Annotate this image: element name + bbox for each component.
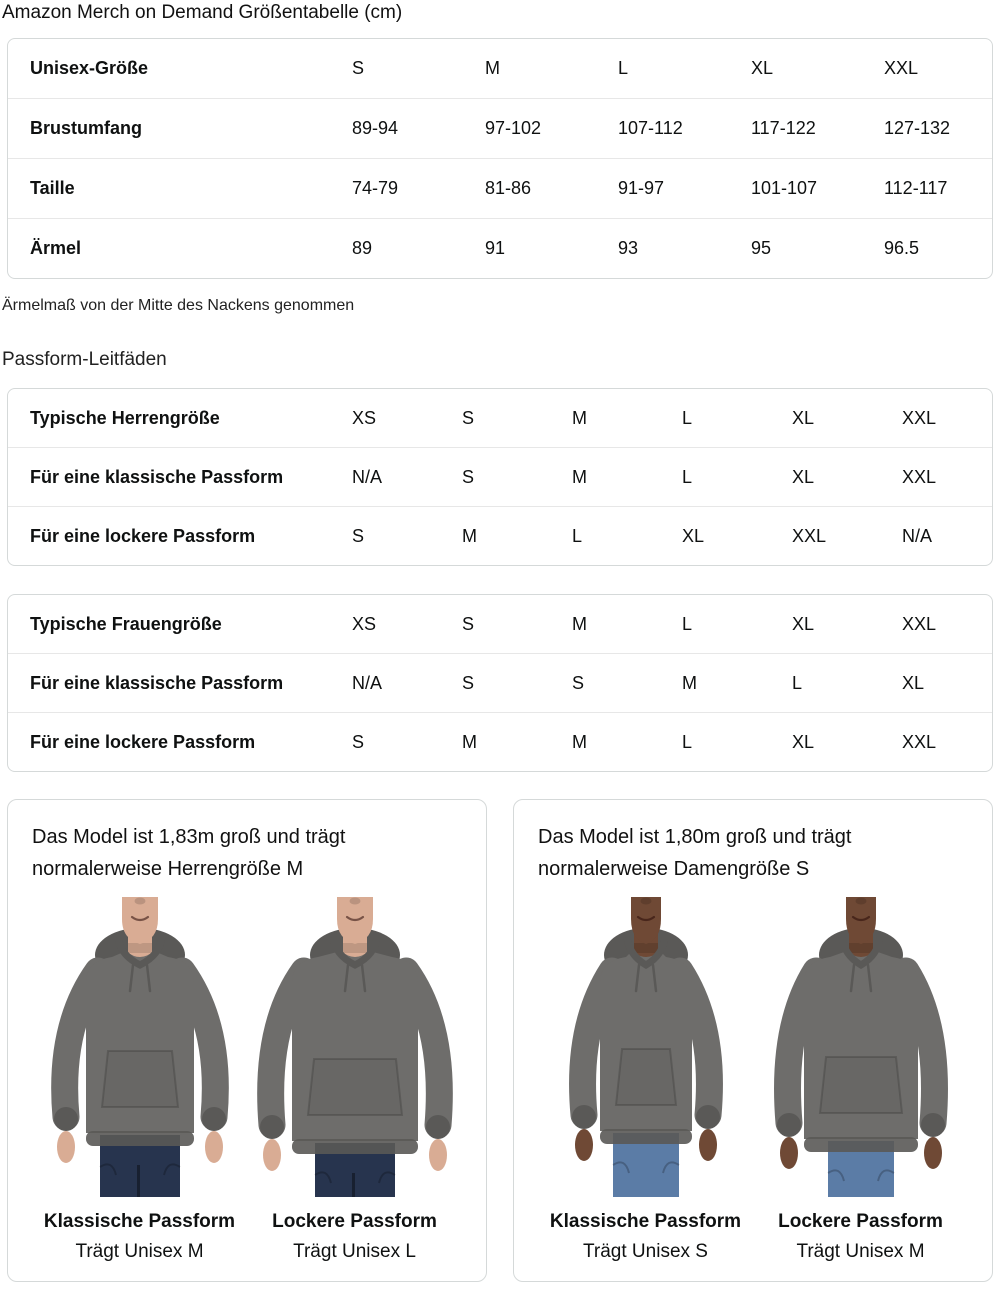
fit-guides-title: Passform-Leitfäden [2, 349, 167, 370]
value-cell: N/A [352, 672, 383, 693]
value-cell: 81-86 [485, 178, 532, 198]
value-cell: N/A [352, 466, 383, 487]
value-cell: XXL [902, 466, 937, 487]
value-cell: L [682, 466, 693, 487]
unisex-size-table [7, 38, 993, 279]
value-cell: XL [792, 466, 815, 487]
page-title: Amazon Merch on Demand Größentabelle (cm) [2, 2, 403, 23]
size-cell: XL [792, 407, 815, 428]
size-cell: XS [352, 613, 377, 634]
size-cell: M [485, 58, 500, 78]
worn-size-label: Trägt Unisex M [75, 1241, 204, 1262]
value-cell: 97-102 [485, 118, 542, 138]
value-cell: S [462, 672, 475, 693]
size-cell: XL [792, 613, 815, 634]
row-label: Unisex-Größe [30, 58, 149, 78]
value-cell: S [352, 731, 365, 752]
model-description: Das Model ist 1,80m groß und trägt normalerweise Damengröße S [538, 826, 852, 880]
fit-type-label: Klassische Passform [549, 1211, 742, 1232]
value-cell: 89 [352, 238, 373, 258]
value-cell: 91 [485, 238, 506, 258]
size-cell: XL [751, 58, 774, 78]
size-cell: XXL [902, 407, 937, 428]
figure-column [32, 897, 247, 1263]
hoodie-model-illustration [40, 897, 240, 1197]
value-cell: 74-79 [352, 178, 399, 198]
size-cell: XS [352, 407, 377, 428]
value-cell: M [572, 466, 587, 487]
value-cell: 96.5 [884, 238, 920, 258]
value-cell: S [462, 466, 475, 487]
model-photo-female-classic-fit [538, 897, 753, 1197]
mens-model-card [7, 799, 487, 1282]
model-cards-row [7, 799, 993, 1282]
value-cell: 112-117 [884, 178, 948, 198]
value-cell: XXL [792, 525, 827, 546]
value-cell: 117-122 [751, 118, 816, 138]
fit-type-label: Lockere Passform [778, 1211, 943, 1232]
model-photo-male-loose-fit [247, 897, 462, 1197]
row-label: Für eine lockere Passform [30, 731, 256, 752]
table-row [8, 218, 992, 278]
model-photo-female-loose-fit [753, 897, 968, 1197]
value-cell: XL [902, 672, 925, 693]
value-cell: XXL [902, 731, 937, 752]
fit-type-label: Lockere Passform [272, 1211, 437, 1232]
value-cell: M [462, 525, 477, 546]
table-header-row [8, 595, 992, 653]
hoodie-model-illustration [761, 897, 961, 1197]
size-cell: L [618, 58, 629, 78]
value-cell: L [682, 731, 693, 752]
value-cell: M [682, 672, 697, 693]
row-label: Typische Herrengröße [30, 407, 220, 428]
size-cell: S [352, 58, 365, 78]
row-label: Ärmel [30, 238, 82, 258]
worn-size-label: Trägt Unisex S [583, 1241, 708, 1262]
table-row [8, 158, 992, 218]
size-cell: L [682, 407, 693, 428]
table-row [8, 506, 992, 565]
value-cell: 95 [751, 238, 772, 258]
row-label: Taille [30, 178, 75, 198]
size-cell: S [462, 407, 475, 428]
model-figures [32, 897, 462, 1263]
value-cell: S [572, 672, 585, 693]
value-cell: 127-132 [884, 118, 951, 138]
row-label: Für eine klassische Passform [30, 466, 284, 487]
value-cell: 89-94 [352, 118, 399, 138]
row-label: Typische Frauengröße [30, 613, 222, 634]
value-cell: XL [792, 731, 815, 752]
worn-size-label: Trägt Unisex L [293, 1241, 416, 1262]
value-cell: 91-97 [618, 178, 665, 198]
table-header-row [8, 389, 992, 447]
mens-fit-table [7, 388, 993, 566]
value-cell: 93 [618, 238, 639, 258]
model-figures [538, 897, 968, 1263]
value-cell: M [462, 731, 477, 752]
hoodie-model-illustration [255, 897, 455, 1197]
value-cell: N/A [902, 525, 933, 546]
figure-column [753, 897, 968, 1263]
value-cell: 107-112 [618, 118, 683, 138]
womens-model-card [513, 799, 993, 1282]
worn-size-label: Trägt Unisex M [796, 1241, 925, 1262]
row-label: Für eine lockere Passform [30, 525, 256, 546]
row-label: Für eine klassische Passform [30, 672, 284, 693]
table-row [8, 653, 992, 712]
size-cell: M [572, 407, 587, 428]
figure-column [247, 897, 462, 1263]
table-row [8, 98, 992, 158]
row-label: Brustumfang [30, 118, 142, 138]
model-photo-male-classic-fit [32, 897, 247, 1197]
value-cell: M [572, 731, 587, 752]
size-cell: L [682, 613, 693, 634]
size-cell: XXL [902, 613, 937, 634]
value-cell: S [352, 525, 365, 546]
size-cell: M [572, 613, 587, 634]
womens-fit-table [7, 594, 993, 772]
value-cell: 101-107 [751, 178, 818, 198]
table-row [8, 712, 992, 771]
size-cell: S [462, 613, 475, 634]
size-cell: XXL [884, 58, 919, 78]
figure-column [538, 897, 753, 1263]
fit-type-label: Klassische Passform [43, 1211, 236, 1232]
hoodie-model-illustration [546, 897, 746, 1197]
sleeve-measure-note: Ärmelmaß von der Mitte des Nackens genommen [2, 297, 355, 314]
value-cell: L [572, 525, 583, 546]
value-cell: XL [682, 525, 705, 546]
model-description: Das Model ist 1,83m groß und trägt normalerweise Herrengröße M [32, 826, 346, 880]
value-cell: L [792, 672, 803, 693]
table-header-row [8, 39, 992, 98]
table-row [8, 447, 992, 506]
